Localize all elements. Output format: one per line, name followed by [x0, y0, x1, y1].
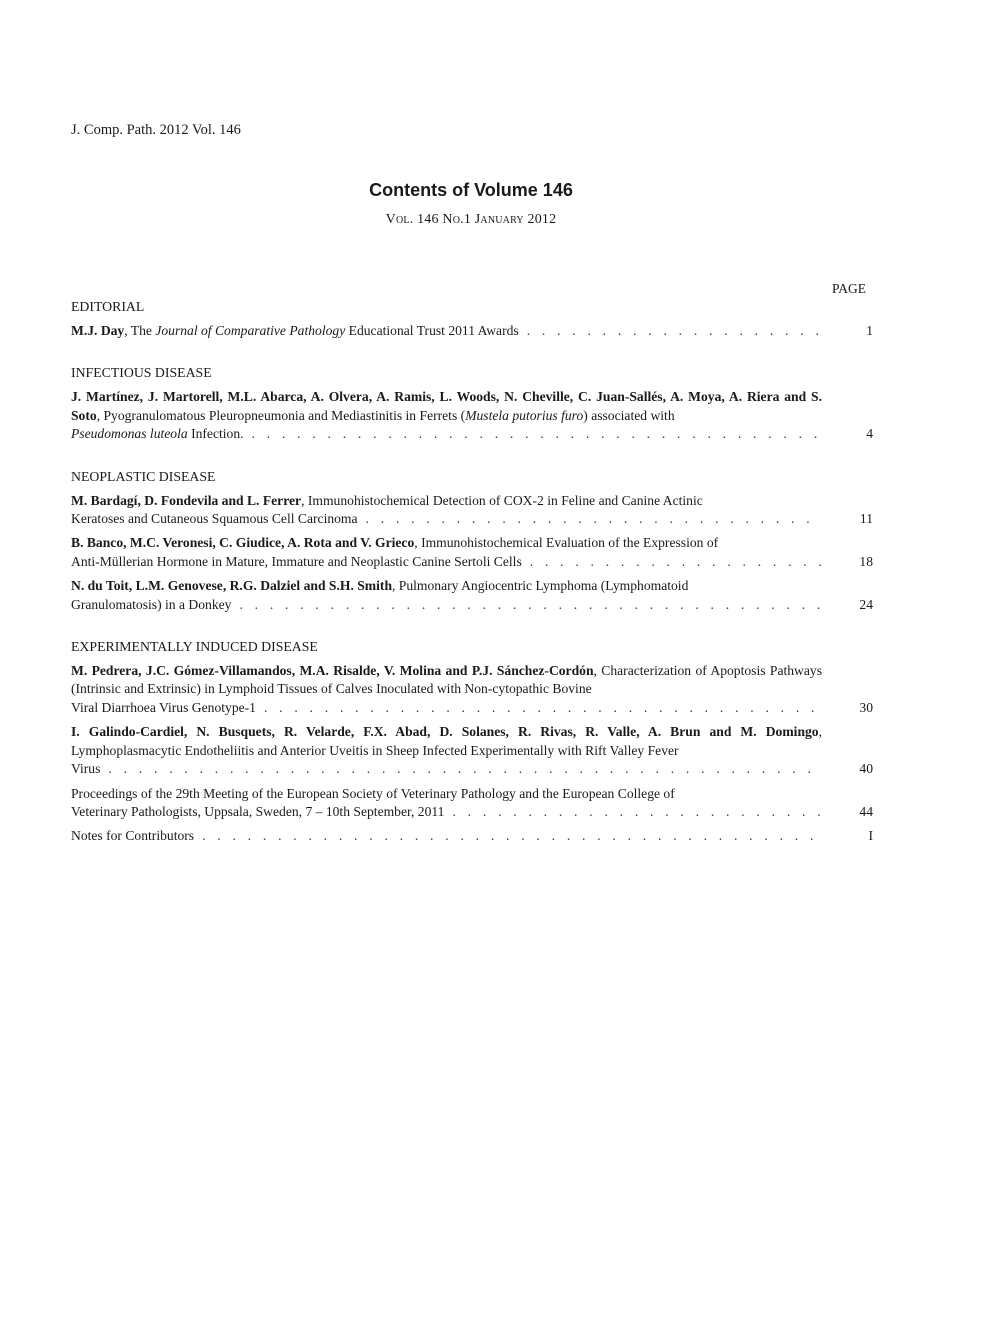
toc-entry[interactable]: J. Martínez, J. Martorell, M.L. Abarca, A. Olvera, A. Ramis, L. Woods, N. Cheville, C. Juan-Sallés, A. Moya, A. Riera and S. Soto, Pyogranulomatous Pleuropneumonia and Mediastinitis in Ferrets (Mustela putorius furo) associated with Pseudomonas luteola Infection. . . . 4	[71, 388, 873, 443]
entry-authors: N. du Toit, L.M. Genovese, R.G. Dalziel and S.H. Smith	[71, 578, 392, 594]
entry-page-number: 44	[859, 803, 873, 819]
leader-dots	[239, 596, 822, 614]
toc-entry[interactable]: N. du Toit, L.M. Genovese, R.G. Dalziel and S.H. Smith, Pulmonary Angiocentric Lymphoma (Lymphomatoid Granulomatosis) in a Donkey . . . 24	[71, 577, 873, 614]
leader-dots	[264, 699, 822, 717]
section-heading-neoplastic: NEOPLASTIC DISEASE	[71, 468, 216, 484]
toc-entry[interactable]: Notes for Contributors . . . I	[71, 827, 873, 845]
entry-authors: M.J. Day	[71, 323, 125, 338]
leader-dots	[527, 322, 822, 340]
leader-dots	[202, 827, 822, 845]
entry-authors: I. Galindo-Cardiel, N. Busquets, R. Velarde, F.X. Abad, D. Solanes, R. Rivas, R. Valle, A. Brun and M. Domingo	[71, 724, 819, 740]
entry-authors: M. Bardagí, D. Fondevila and L. Ferrer	[71, 492, 302, 508]
section-heading-experimental: EXPERIMENTALLY INDUCED DISEASE	[71, 639, 318, 655]
entry-page-number: I	[868, 828, 873, 844]
entry-authors: M. Pedrera, J.C. Gómez-Villamandos, M.A. Risalde, V. Molina and P.J. Sánchez-Cordón	[71, 663, 594, 679]
entry-page-number: 1	[866, 323, 873, 338]
toc-entry[interactable]: M. Bardagí, D. Fondevila and L. Ferrer, Immunohistochemical Detection of COX-2 in Feline and Canine Actinic Keratoses and Cutaneous Squamous Cell Carcinoma . . . 11	[71, 492, 873, 529]
entry-page-number: 30	[859, 699, 873, 715]
leader-dots	[366, 510, 822, 528]
entry-authors: J. Martínez, J. Martorell, M.L. Abarca, A. Olvera, A. Ramis, L. Woods, N. Cheville, C. Juan-Sallés, A. Moya, A. Riera and S. Soto	[71, 389, 822, 423]
leader-dots	[108, 760, 822, 778]
entry-page-number: 11	[859, 511, 873, 527]
leader-dots	[252, 425, 822, 443]
table-of-contents	[71, 298, 873, 846]
toc-entry[interactable]: M. Pedrera, J.C. Gómez-Villamandos, M.A. Risalde, V. Molina and P.J. Sánchez-Cordón, Characterization of Apoptosis Pathways (Intrinsic and Extrinsic) in Lymphoid Tissues of Calves Inoculated with Non-cytopathic Bovine Viral Diarrhoea Virus Genotype-1 . . . 30	[71, 662, 873, 717]
entry-page-number: 24	[859, 596, 873, 612]
toc-entry[interactable]: M.J. Day, The Journal of Comparative Pathology Educational Trust 2011 Awards . . . 1	[71, 322, 873, 340]
section-heading-editorial: EDITORIAL	[71, 299, 145, 314]
section-heading-infectious: INFECTIOUS DISEASE	[71, 365, 212, 381]
entry-authors: B. Banco, M.C. Veronesi, C. Giudice, A. Rota and V. Grieco	[71, 535, 415, 551]
running-head: J. Comp. Path. 2012 Vol. 146	[71, 122, 241, 138]
page-column-label: PAGE	[832, 281, 867, 296]
toc-entry[interactable]: B. Banco, M.C. Veronesi, C. Giudice, A. Rota and V. Grieco, Immunohistochemical Evaluation of the Expression of Anti-Müllerian Hormone in Mature, Immature and Neoplastic Canine Sertoli Cells . . . 18	[71, 534, 873, 571]
entry-page-number: 18	[859, 553, 873, 569]
toc-entry[interactable]: Proceedings of the 29th Meeting of the European Society of Veterinary Pathology and the European College of Veterinary Pathologists, Uppsala, Sweden, 7 – 10th September, 2011 . . . 44	[71, 785, 873, 822]
issue-line: Vol. 146 No.1 January 2012	[385, 212, 557, 227]
entry-page-number: 4	[866, 426, 873, 442]
leader-dots	[530, 553, 822, 571]
page-title: Contents of Volume 146	[369, 180, 573, 200]
entry-page-number: 40	[859, 761, 873, 777]
toc-entry[interactable]: I. Galindo-Cardiel, N. Busquets, R. Velarde, F.X. Abad, D. Solanes, R. Rivas, R. Valle, A. Brun and M. Domingo, Lymphoplasmacytic Endotheliitis and Anterior Uveitis in Sheep Infected Experimentally with Rift Valley Fever Virus . . . 40	[71, 723, 873, 778]
leader-dots	[452, 803, 822, 821]
entry-journal-name: Journal of Comparative Pathology	[155, 323, 346, 338]
